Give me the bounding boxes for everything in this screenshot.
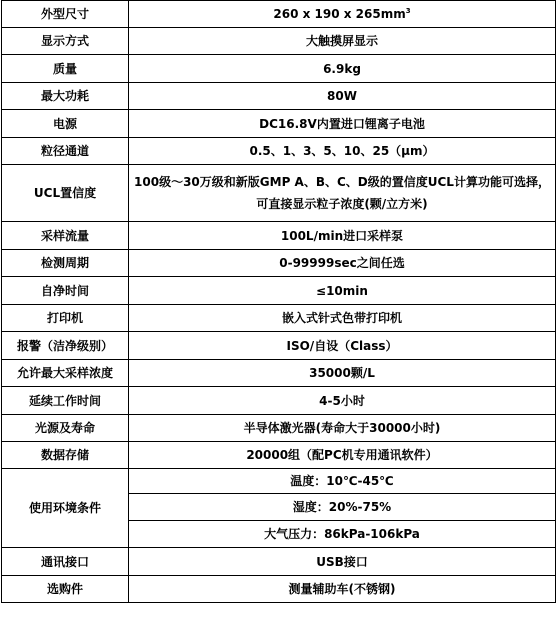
spec-label: 光源及寿命 xyxy=(2,415,129,442)
spec-value: DC16.8V内置进口锂离子电池 xyxy=(129,110,556,138)
spec-label: 通讯接口 xyxy=(2,548,129,576)
spec-value: 4-5小时 xyxy=(129,387,556,415)
spec-label: 显示方式 xyxy=(2,28,129,55)
table-row xyxy=(2,28,556,55)
spec-value-pressure: 大气压力：86kPa-106kPa xyxy=(129,521,556,548)
table-row xyxy=(2,469,556,494)
table-row xyxy=(2,83,556,110)
spec-value: 0-99999sec之间任选 xyxy=(129,250,556,277)
spec-value: 35000颗/L xyxy=(129,360,556,387)
table-row xyxy=(2,222,556,250)
table-row xyxy=(2,548,556,576)
table-row xyxy=(2,305,556,332)
spec-value: 0.5、1、3、5、10、25（μm） xyxy=(129,138,556,165)
table-row xyxy=(2,277,556,305)
spec-label: 外型尺寸 xyxy=(2,1,129,28)
table-row xyxy=(2,387,556,415)
spec-value-humidity: 湿度：20%-75% xyxy=(129,494,556,521)
table-row xyxy=(2,55,556,83)
spec-label: 最大功耗 xyxy=(2,83,129,110)
table-row xyxy=(2,110,556,138)
spec-value: 20000组（配PC机专用通讯软件） xyxy=(129,442,556,469)
spec-label: 采样流量 xyxy=(2,222,129,250)
spec-value-temperature: 温度：10℃-45℃ xyxy=(129,469,556,494)
spec-value: ISO/自设（Class） xyxy=(129,332,556,360)
table-row xyxy=(2,576,556,603)
spec-label: 使用环境条件 xyxy=(2,469,129,548)
table-row xyxy=(2,165,556,222)
spec-label: 延续工作时间 xyxy=(2,387,129,415)
spec-value: 260 x 190 x $265mm^3$ xyxy=(129,1,556,28)
spec-label: 检测周期 xyxy=(2,250,129,277)
spec-label: 允许最大采样浓度 xyxy=(2,360,129,387)
spec-value: USB接口 xyxy=(129,548,556,576)
table-row xyxy=(2,138,556,165)
spec-label: 自净时间 xyxy=(2,277,129,305)
spec-value: 80W xyxy=(129,83,556,110)
spec-label: 数据存储 xyxy=(2,442,129,469)
spec-label: 粒径通道 xyxy=(2,138,129,165)
spec-label: 报警（洁净级别） xyxy=(2,332,129,360)
spec-label: UCL置信度 xyxy=(2,165,129,222)
spec-label: 质量 xyxy=(2,55,129,83)
spec-value: ≤10min xyxy=(129,277,556,305)
table-row xyxy=(2,415,556,442)
spec-label: 电源 xyxy=(2,110,129,138)
spec-value: 大触摸屏显示 xyxy=(129,28,556,55)
table-row xyxy=(2,1,556,28)
table-row xyxy=(2,250,556,277)
spec-value: 100L/min进口采样泵 xyxy=(129,222,556,250)
table-row xyxy=(2,360,556,387)
table-row xyxy=(2,332,556,360)
spec-label: 选购件 xyxy=(2,576,129,603)
spec-value: 半导体激光器(寿命大于30000小时) xyxy=(129,415,556,442)
table-row xyxy=(2,442,556,469)
spec-table xyxy=(1,0,556,603)
spec-value: 6.9kg xyxy=(129,55,556,83)
spec-value: 测量辅助车(不锈钢) xyxy=(129,576,556,603)
unit-superscript: 3 xyxy=(405,7,411,15)
spec-value: 100级～30万级和新版GMP A、B、C、D级的置信度UCL计算功能可选择，可直接显示粒子浓度(颗/立方米) xyxy=(129,165,556,222)
spec-value: 嵌入式针式色带打印机 xyxy=(129,305,556,332)
spec-label: 打印机 xyxy=(2,305,129,332)
